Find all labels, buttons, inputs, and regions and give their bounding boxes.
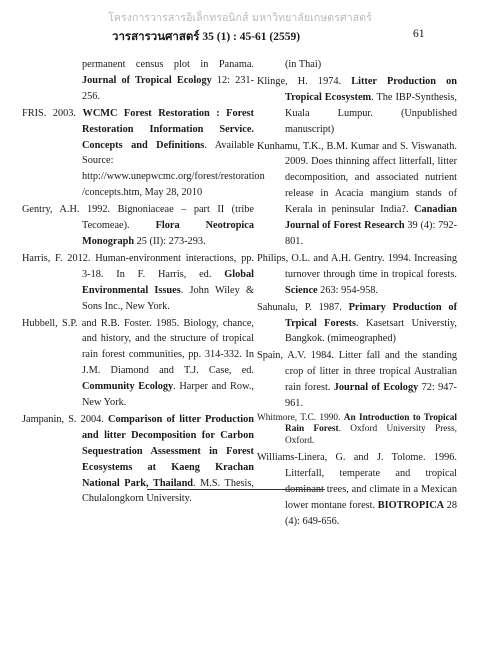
reference-item: (in Thai) — [285, 59, 322, 70]
reference-item: Kunhamu, T.K., B.M. Kumar and S. Viswanath. 2009. Does thinning affect litterfall, litter decomposition, and associated nutrient release in Acacia mangium stands of Kerala in peninsular India?. Canadian Journal of Forest Research 39 (4): 792-801. — [257, 140, 458, 247]
references-left-column — [22, 57, 265, 508]
reference-item: Sahunalu, P. 1987. Primary Production of Trpical Forests. Kasetsart Universtiy, Bangkok. (mimeographed) — [257, 301, 457, 345]
reference-item: Gentry, A.H. 1992. Bignoniaceae – part II (tribe Tecomeae). Flora Neotropica Monograph 25 (II): 273-293. — [22, 204, 254, 247]
references-right-column — [257, 57, 457, 531]
watermark-text: โครงการวารสารอิเล็กทรอนิกส์ มหาวิทยาลัยเกษตรศาสตร์ — [108, 12, 372, 24]
reference-item: Jampanin, S. 2004. Comparison of litter Production and litter Decomposition for Carbon Sequestration Assessment in Forest Ecosystems at Kaeng Krachan National Park, Thailand. M.S. Thesis, Chulalongkorn University. — [22, 413, 254, 505]
reference-item: FRIS. 2003. WCMC Forest Restoration : Forest Restoration Information Service. Concepts and Definitions. Available Source: http://www.unepwcmc.org/forest/restoration /concepts.htm, May 28, 2010 — [22, 107, 265, 199]
reference-item: Williams-Linera, G. and J. Tolome. 1996. Litterfall, temperate and tropical dominant trees, and climate in a Mexican lower montane forest. BIOTROPICA 28 (4): 649-656. — [257, 452, 457, 528]
reference-item: Klinge, H. 1974. Litter Production on Tropical Ecosystem. The IBP-Synthesis, Kuala Lumpur. (Unpublished manuscript) — [257, 75, 458, 135]
reference-item: Spain, A.V. 1984. Litter fall and the standing crop of litter in three tropical Australian rain forest. Journal of Ecology 72: 947-961. — [257, 350, 457, 410]
reference-item: Hubbell, S.P. and R.B. Foster. 1985. Biology, chance, and history, and the structure of tropical rain forest communities, pp. 314-332. In J.M. Diamond and T.J. Case, ed. Community Ecology. Harper and Row., New York. — [22, 317, 254, 409]
reference-item: permanent census plot in Panama. Journal of Tropical Ecology 12: 231-256. — [82, 59, 254, 102]
page-number: 61 — [413, 28, 425, 40]
end-rule — [147, 489, 325, 490]
reference-item: Harris, F. 2012. Human-environment interactions, pp. 3-18. In F. Harris, ed. Global Environmental Issues. John Wiley & Sons Inc., New York. — [22, 252, 254, 312]
reference-item: Whitmore, T.C. 1990. An Introduction to Tropical Rain Forest. Oxford University Press, Oxford. — [257, 412, 458, 446]
reference-item: Philips, O.L. and A.H. Gentry. 1994. Increasing turnover through time in tropical forests. Science 263: 954-958. — [257, 252, 457, 296]
journal-header: วารสารวนศาสตร์ 35 (1) : 45-61 (2559) — [112, 31, 301, 43]
